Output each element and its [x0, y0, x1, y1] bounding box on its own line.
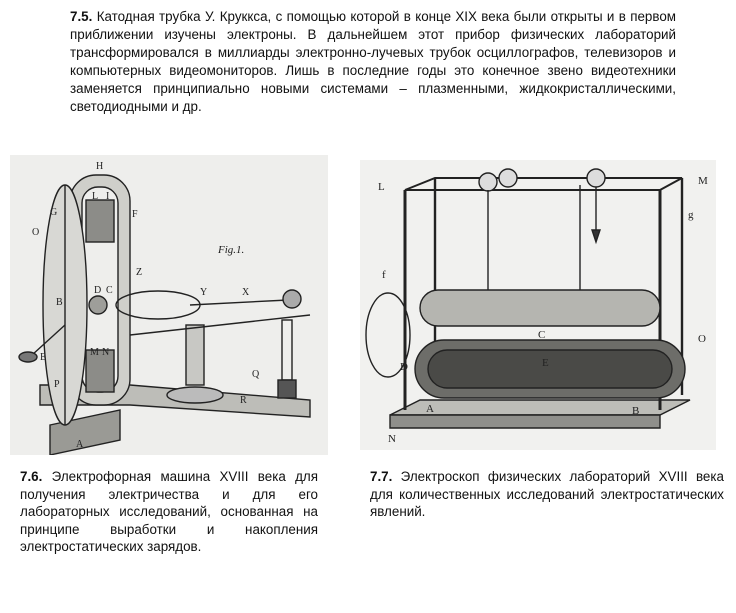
figure-letter: Q [252, 369, 260, 380]
figure-letter: O [698, 333, 706, 345]
figure-letter: D [94, 285, 102, 296]
fig-label: Fig.1. [218, 244, 245, 256]
figure-letter: O [32, 227, 40, 238]
top-caption-text: Катодная трубка У. Круккса, с помощью которой в конце XIX века были открыты и в первом приближении изучены электроны. В дальнейшем этот прибор физических лабораторий трансформировался в миллиарды электронно-лучевых трубок осциллографов, телевизоров и компьютерных видеомониторов. Лишь в последние годы это конечное звено видеотехники заменяется принципиально новыми системами – плазменными, жидкокристаллическими, светодиодными и др. [70, 9, 676, 114]
figure-letter: F [132, 209, 138, 220]
caption-electrophorus [20, 468, 318, 556]
top-caption-number: 7.5. [70, 9, 93, 24]
figure-letter: E [542, 357, 549, 369]
figure-letter: B [56, 297, 63, 308]
caption-number: 7.6. [20, 469, 43, 484]
figure-letter: M [698, 175, 708, 187]
caption-text: Электроскоп физических лабораторий XVIII века для количественных исследований электростатических явлений. [370, 469, 724, 519]
figure-letter: R [240, 395, 247, 406]
electrophorus-engraving [10, 155, 328, 455]
figure-letter: C [538, 329, 546, 341]
caption-text: Электрофорная машина XVIII века для получения электричества и для его лабораторных исследований, основанная на принципе выработки и накопления электростатических зарядов. [20, 469, 318, 554]
figure-letter: N [388, 433, 396, 445]
electroscope-figure [360, 160, 716, 450]
figure-letter: Z [136, 267, 143, 278]
figure-letter: Y [200, 287, 208, 298]
figure-letter: G [50, 207, 58, 218]
figure-letter: C [106, 285, 113, 296]
figure-letter: L [92, 191, 99, 202]
figure-letter: E [40, 352, 47, 363]
electrophorus-machine-figure [10, 155, 328, 455]
caption-number: 7.7. [370, 469, 393, 484]
figure-letter: A [426, 403, 434, 415]
figure-letter: N [102, 347, 110, 358]
figure-letter: H [96, 161, 104, 172]
caption-electroscope [370, 468, 724, 521]
electroscope-engraving [360, 160, 716, 450]
top-caption [70, 8, 676, 116]
figure-letter: A [76, 439, 84, 450]
figure-letter: D [400, 361, 408, 373]
figure-letter: P [54, 379, 60, 390]
figure-letter: M [90, 347, 99, 358]
figure-letter: f [382, 269, 386, 281]
figure-letter: g [688, 209, 694, 221]
figure-letter: I [106, 191, 110, 202]
figure-letter: B [632, 405, 640, 417]
figure-letter: L [378, 181, 385, 193]
figure-letter: X [242, 287, 250, 298]
